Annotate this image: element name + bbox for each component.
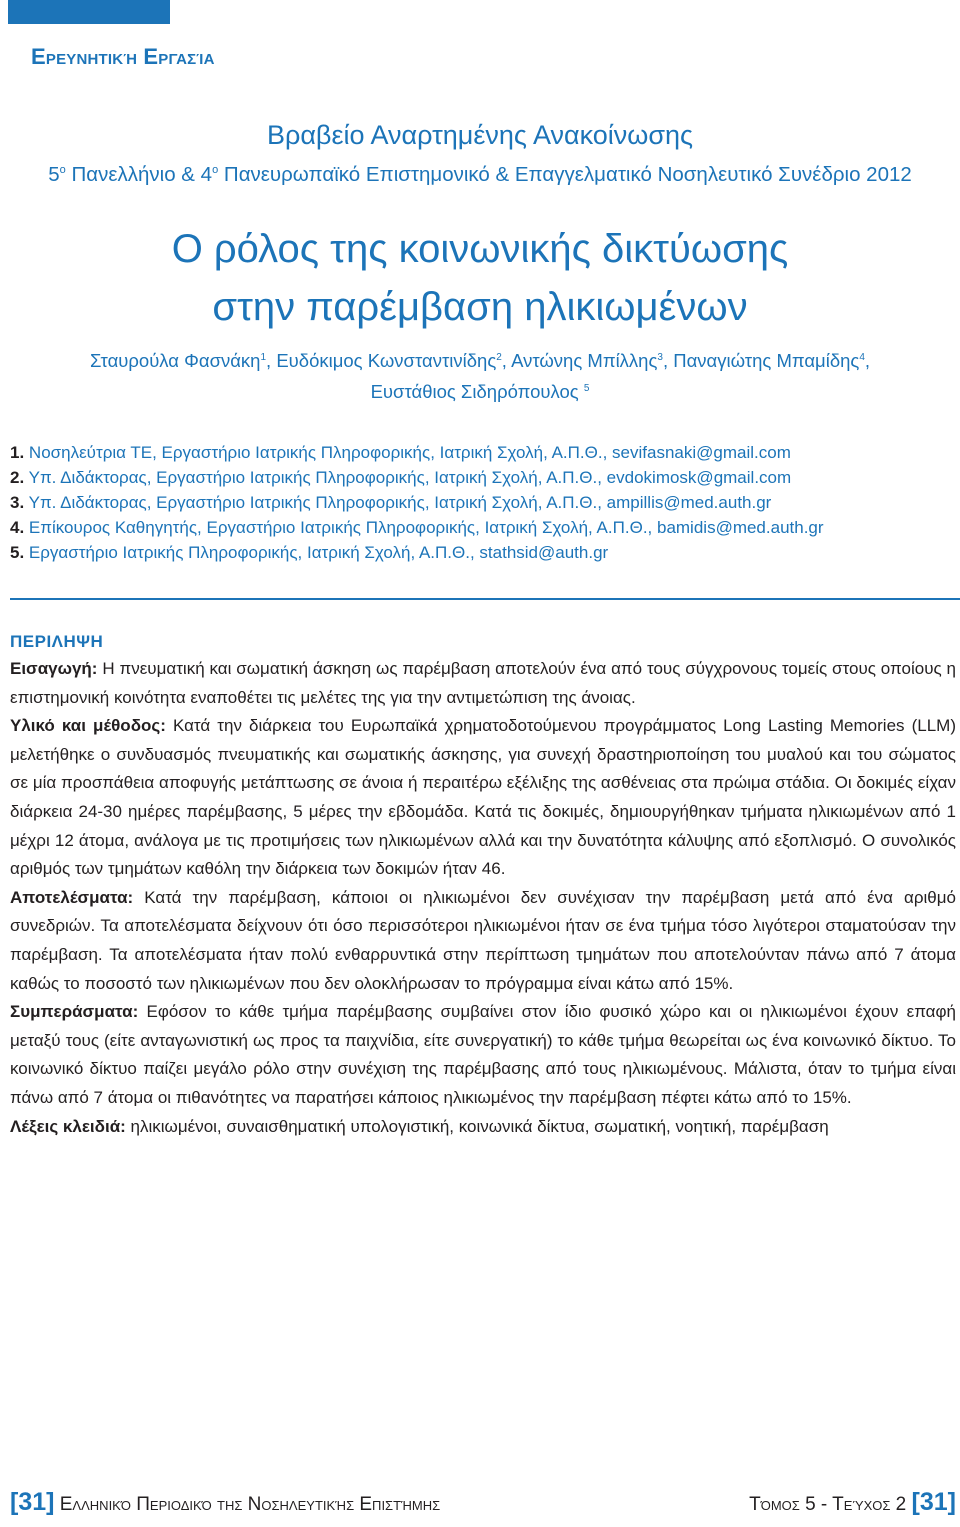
footer-right	[749, 1488, 956, 1517]
abstract-results: Αποτελέσματα: Κατά την παρέμβαση, κάποιοι οι ηλικιωμένοι δεν συνέχισαν την παρέμβαση μετά από ένα αριθμό συνεδριών. Τα αποτελέσματα δείχνουν ότι όσο περισσότεροι ηλικιωμένοι ήταν σε ένα τμήμα τόσο λιγότεροι σταματούσαν την παρέμβαση. Τα αποτελέσματα ήταν πολύ ενθαρρυντικά στην περίπτωση τμημάτων που αποτελούνταν πάνω από 7 άτομα καθώς το ποσοστό των ηλικιωμένων που δεν ολοκλήρωσαν το πρόγραμμα είναι κάτω από 15%.	[10, 887, 956, 993]
page-number: [31]	[911, 1488, 956, 1516]
author-line-2: Ευστάθιος Σιδηρόπουλος $^5$	[370, 381, 590, 402]
footer-left	[10, 1488, 440, 1517]
paper-title	[0, 220, 960, 336]
page-number: [31]	[10, 1488, 55, 1516]
section-label: Ερευνητική Εργασία	[31, 44, 215, 69]
abstract-introduction: Εισαγωγή: Η πνευματική και σωματική άσκηση ως παρέμβαση αποτελούν ένα από τους σύγχρονους τομείς στους οποίους η επιστημονική κοινότητα εναποθέτει τις μελέτες της για την αντιμετώπιση της άνοιας.	[10, 659, 956, 707]
author-line-1: Σταυρούλα Φασνάκη$^1$, Ευδόκιμος Κωνσταντινίδης$^2$, Αντώνης Μπίλλης$^3$, Παναγιώτης Μπαμίδης$^4$,	[89, 350, 871, 371]
author-name: Παναγιώτης Μπαμίδης	[673, 350, 860, 371]
author-name: Ευστάθιος Σιδηρόπουλος	[370, 381, 579, 402]
abstract-methods: Υλικό και μέθοδος: Κατά την διάρκεια του Ευρωπαϊκά χρηματοδοτούμενου προγράμματος Long Lasting Memories (LLM) μελετήθηκε ο συνδυασμός πνευματικής και σωματικής άσκησης, για συνεχή δραστηριοποίηση του μυαλού και του σώματος σε μία προσπάθεια αποφυγής μετάπτωσης σε άνοια ή περαιτέρω εξέλιξης της ασθένειας στα πρώιμα στάδια. Οι δοκιμές είχαν διάρκεια 24-30 ημέρες παρέμβασης, 5 μέρες την εβδομάδα. Κατά τις δοκιμές, δημιουργήθηκαν τμήματα ηλικιωμένων από 1 μέχρι 12 άτομα, ανάλογα με τις προτιμήσεις των ηλικιωμένων αλλά και την δυνατότητα κάλυψης από εξοπλισμό. Ο συνολικός αριθμός των τμημάτων καθόλη την διάρκεια των δοκιμών ήταν 46.	[10, 716, 956, 879]
title-line-2: στην παρέμβαση ηλικιωμένων	[212, 285, 748, 329]
affiliation-item: 3. Υπ. Διδάκτορας, Εργαστήριο Ιατρικής Πληροφορικής, Ιατρική Σχολή, Α.Π.Θ., ampillis@med.auth.gr	[10, 493, 772, 512]
author-name: Αντώνης Μπίλλης	[511, 350, 658, 371]
author-name: Ευδόκιμος Κωνσταντινίδης	[276, 350, 497, 371]
author-name: Σταυρούλα Φασνάκη	[89, 350, 261, 371]
section-divider	[10, 598, 960, 600]
journal-name: Ελληνικό Περιοδικό της Νοσηλευτικής Επιστήμης	[59, 1494, 441, 1515]
affiliation-item: 2. Υπ. Διδάκτορας, Εργαστήριο Ιατρικής Πληροφορικής, Ιατρική Σχολή, Α.Π.Θ., evdokimosk@gmail.com	[10, 468, 792, 487]
page-footer	[10, 1488, 956, 1520]
abstract-body	[10, 655, 956, 1141]
award-title: Βραβείο Αναρτημένης Ανακοίνωσης	[266, 120, 694, 150]
abstract-keywords: Λέξεις κλειδιά: ηλικιωμένοι, συναισθηματική υπολογιστική, κοινωνικά δίκτυα, σωματική, νοητική, παρέμβαση	[10, 1116, 829, 1136]
affiliation-list	[10, 440, 960, 565]
affiliation-item: 4. Επίκουρος Καθηγητής, Εργαστήριο Ιατρικής Πληροφορικής, Ιατρική Σχολή, Α.Π.Θ., bamidis@med.auth.gr	[10, 518, 824, 537]
author-list	[0, 344, 960, 406]
title-line-1: Ο ρόλος της κοινωνικής δικτύωσης	[171, 227, 789, 271]
abstract-heading: ΠΕΡΙΛΗΨΗ	[10, 632, 104, 651]
section-tag-bar	[8, 0, 170, 24]
section-tag	[0, 0, 230, 95]
volume-issue: Τόμος 5 - Τεύχος 2	[749, 1494, 907, 1515]
affiliation-item: 1. Νοσηλεύτρια ΤΕ, Εργαστήριο Ιατρικής Πληροφορικής, Ιατρική Σχολή, Α.Π.Θ., sevifasnaki@gmail.com	[10, 443, 791, 462]
abstract-conclusions: Συμπεράσματα: Εφόσον το κάθε τμήμα παρέμβασης συμβαίνει στον ίδιο φυσικό χώρο και οι ηλικιωμένοι έχουν επαφή μεταξύ τους (είτε ανταγωνιστική ως προς τα παιχνίδια, είτε συνεργατική) το κάθε τμήμα θεωρείται ως ένα κοινωνικό δίκτυο. Το κοινωνικό δίκτυο παίζει μεγάλο ρόλο στην συνέχιση της παρέμβασης από τους ηλικιωμένους. Μάλιστα, όταν το τμήμα είναι πάνω από 7 άτομα οι πιθανότητες να παρατήσει κάποιος ηλικιωμένος την παρέμβαση πέφτει κάτω από το 15%.	[10, 1002, 956, 1107]
conference-line: $5^o$ Πανελλήνιο & $4^o$ Πανευρωπαϊκό Επιστημονικό & Επαγγελματικό Νοσηλευτικό Συνέδριο 2012	[48, 163, 912, 186]
affiliation-item: 5. Εργαστήριο Ιατρικής Πληροφορικής, Ιατρική Σχολή, Α.Π.Θ., stathsid@auth.gr	[10, 543, 609, 562]
